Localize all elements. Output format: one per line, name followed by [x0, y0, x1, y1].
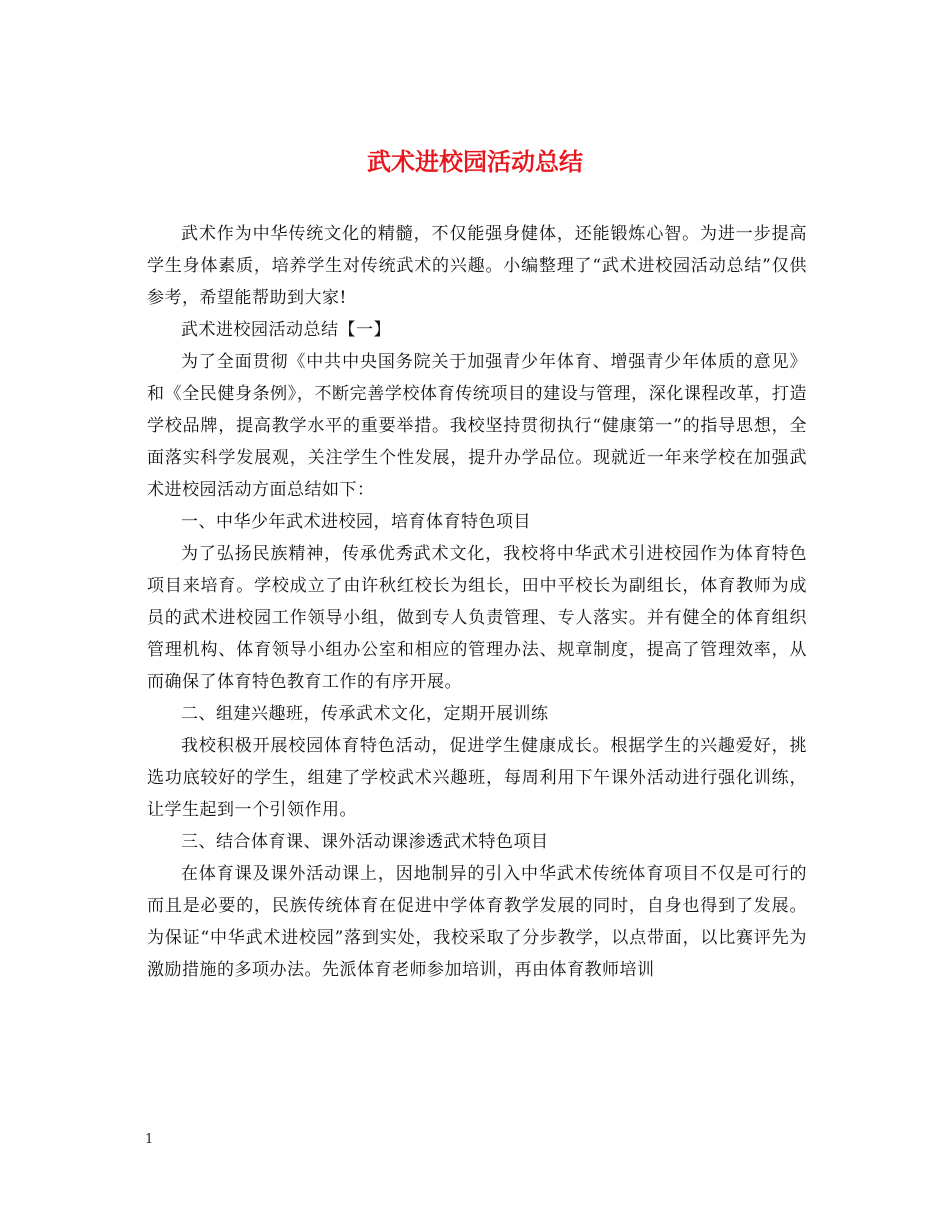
body-paragraph: 在体育课及课外活动课上，因地制异的引入中华武术传统体育项目不仅是可行的而且是必要的，民族传统体育在促进中学体育教学发展的同时，自身也得到了发展。为保证“中华武术进校园”落到实处，我校采取了分步教学，以点带面，以比赛评先为激励措施的多项办法。先派体育老师参加培训，再由体育教师培训	[147, 864, 807, 980]
intro-paragraph: 武术作为中华传统文化的精髓，不仅能强身健体，还能锻炼心智。为进一步提高学生身体素质，培养学生对传统武术的兴趣。小编整理了“武术进校园活动总结”仅供参考，希望能帮助到大家!	[147, 224, 807, 308]
subheading-one: 一、中华少年武术进校园，培育体育特色项目	[181, 512, 531, 532]
page-number: 1	[145, 1132, 154, 1147]
body-paragraph: 我校积极开展校园体育特色活动，促进学生健康成长。根据学生的兴趣爱好，挑选功底较好的学生，组建了学校武术兴趣班，每周利用下午课外活动进行强化训练，让学生起到一个引领作用。	[147, 736, 807, 820]
body-paragraph: 为了弘扬民族精神，传承优秀武术文化，我校将中华武术引进校园作为体育特色项目来培育。学校成立了由许秋红校长为组长，田中平校长为副组长，体育教师为成员的武术进校园工作领导小组，做到专人负责管理、专人落实。并有健全的体育组织管理机构、体育领导小组办公室和相应的管理办法、规章制度，提高了管理效率，从而确保了体育特色教育工作的有序开展。	[147, 544, 807, 692]
body-paragraph: 为了全面贯彻《中共中央国务院关于加强青少年体育、增强青少年体质的意见》和《全民健身条例》，不断完善学校体育传统项目的建设与管理，深化课程改革，打造学校品牌，提高教学水平的重要举措。我校坚持贯彻执行“健康第一”的指导思想，全面落实科学发展观，关注学生个性发展，提升办学品位。现就近一年来学校在加强武术进校园活动方面总结如下：	[147, 352, 807, 500]
subheading-two: 二、组建兴趣班，传承武术文化，定期开展训练	[181, 704, 549, 724]
document-body	[147, 218, 807, 986]
subheading-three: 三、结合体育课、课外活动课渗透武术特色项目	[181, 832, 549, 852]
section-heading-part-one: 武术进校园活动总结【一】	[181, 320, 391, 340]
document-title: 武术进校园活动总结	[367, 147, 583, 176]
